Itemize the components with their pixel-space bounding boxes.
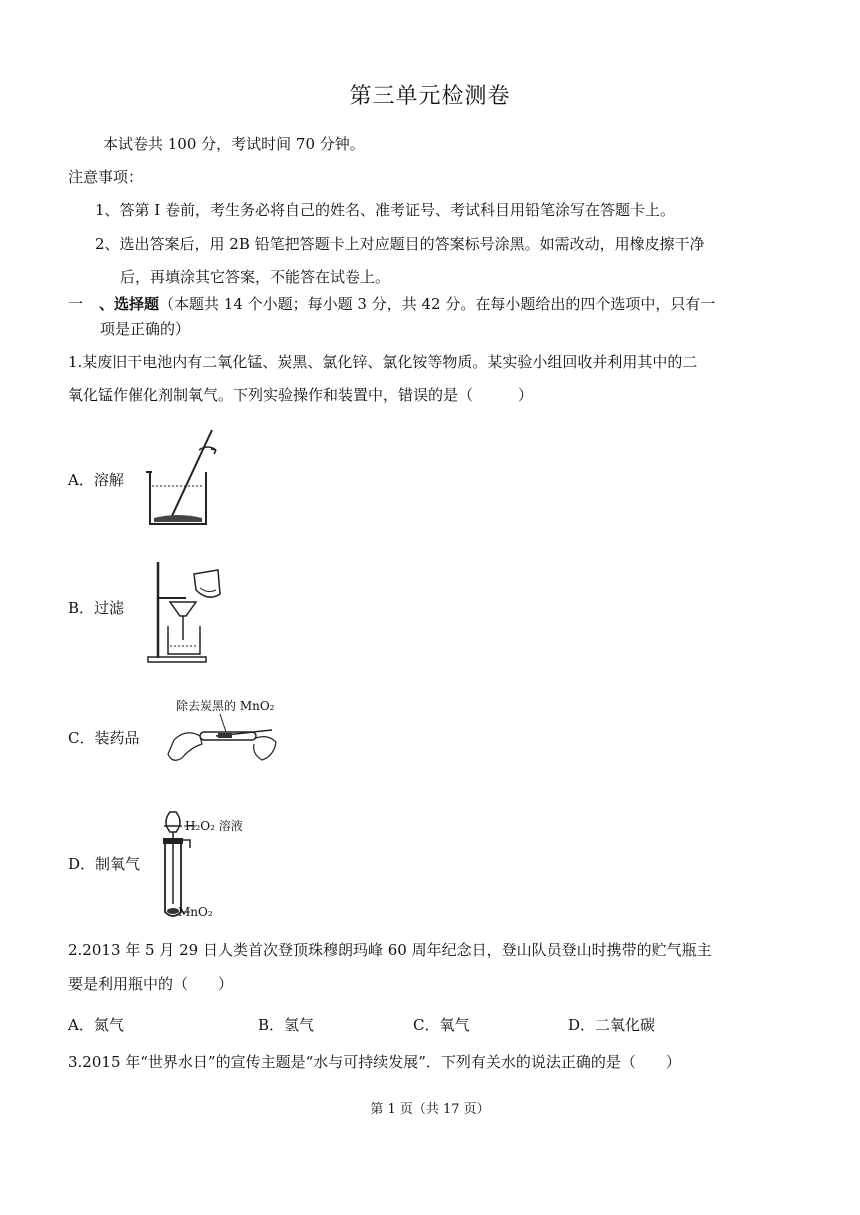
q2-stem-line1: 2.2013 年 5 月 29 日人类首次登顶珠穆朗玛峰 60 周年纪念日，登山队员登山时携带的贮气瓶主	[68, 941, 712, 959]
section-number: 一	[68, 295, 84, 313]
page-title: 第三单元检测卷	[349, 84, 511, 109]
c-figure-caption: 除去炭黑的 MnO₂	[176, 699, 275, 713]
notice-heading: 注意事项：	[68, 168, 144, 186]
q1-option-d-label: D．制氧气	[68, 855, 141, 873]
page-footer: 第 1 页（共 17 页）	[370, 1102, 490, 1117]
dissolving-beaker-figure	[142, 428, 232, 530]
section-desc-cont: 项是正确的）	[100, 320, 191, 338]
q1-option-c-label: C．装药品	[68, 729, 140, 747]
q1-stem-line2: 氧化锰作催化剂制氧气。下列实验操作和装置中，错误的是（ ）	[68, 386, 534, 404]
notice-item-2-cont: 后，再填涂其它答案，不能答在试卷上。	[120, 268, 391, 286]
notice-item-1: 1、答第 I 卷前，考生务必将自己的姓名、准考证号、考试科目用铅笔涂写在答题卡上。	[95, 201, 676, 219]
section-name: 、选择题	[99, 295, 160, 313]
section-desc: （本题共 14 个小题；每小题 3 分，共 42 分。在每小题给出的四个选项中，只有一	[159, 295, 716, 313]
exam-intro: 本试卷共 100 分，考试时间 70 分钟。	[103, 135, 365, 153]
test-tube-loading-figure	[160, 714, 280, 772]
q2-option-a: A．氮气	[68, 1016, 124, 1034]
q2-stem-line2: 要是利用瓶中的（ ）	[68, 975, 234, 993]
q1-stem-line1: 1.某废旧干电池内有二氧化锰、炭黑、氯化锌、氯化铵等物质。某实验小组回收并利用其中的二	[68, 353, 698, 371]
d-figure-label-mno2: MnO₂	[178, 905, 213, 919]
q3-stem-line1: 3.2015 年“世界水日”的宣传主题是“水与可持续发展”．下列有关水的说法正确的是（ ）	[68, 1053, 681, 1071]
q2-option-c: C．氧气	[413, 1016, 470, 1034]
filtration-setup-figure	[146, 560, 230, 664]
q1-option-a-label: A．溶解	[68, 471, 124, 489]
q2-option-b: B．氢气	[258, 1016, 315, 1034]
notice-item-2: 2、选出答案后，用 2B 铅笔把答题卡上对应题目的答案标号涂黑。如需改动，用橡皮擦干净	[95, 235, 705, 253]
section-heading	[68, 297, 715, 312]
q1-option-b-label: B．过滤	[68, 599, 125, 617]
d-figure-label-h2o2: H₂O₂ 溶液	[185, 819, 243, 833]
q2-option-d: D．二氧化碳	[568, 1016, 656, 1034]
